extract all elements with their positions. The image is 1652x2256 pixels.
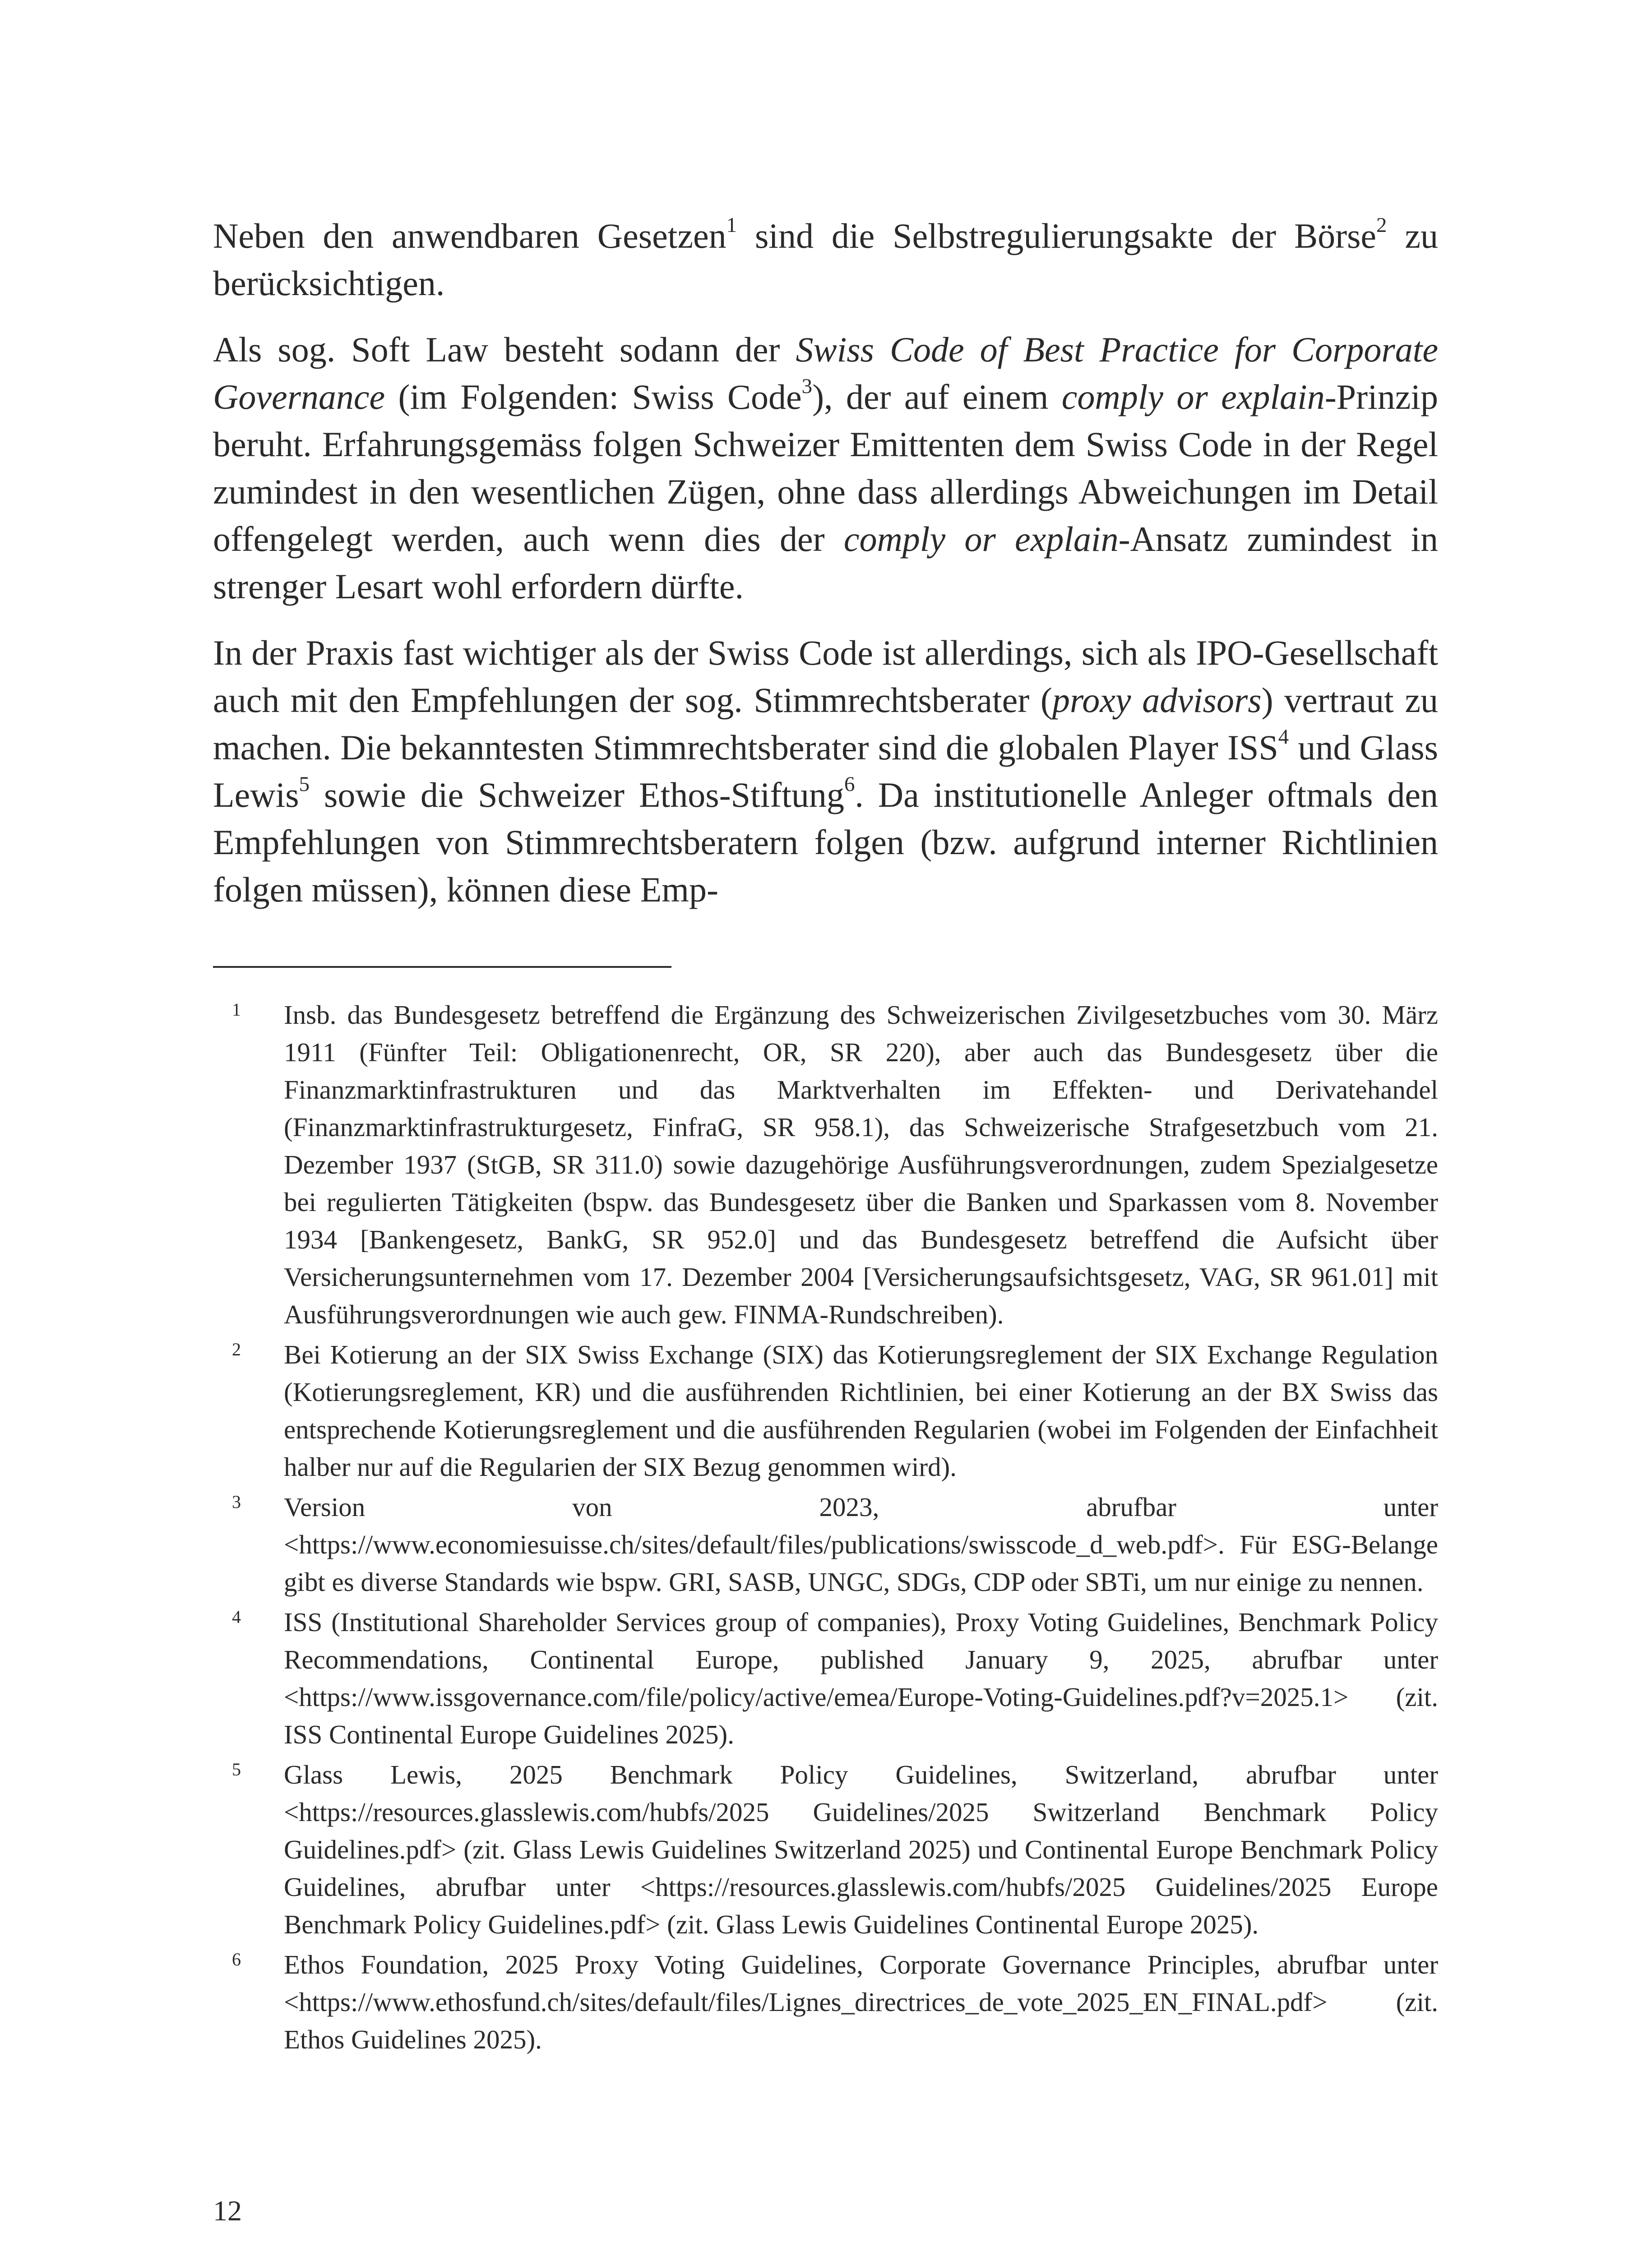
footnote-number: 5 [232,1759,241,1780]
footnote-ref-1[interactable]: 1 [726,213,737,237]
paragraph-3 [213,629,1438,913]
footnote-2 [213,1336,1438,1486]
footnote-4 [213,1604,1438,1753]
text-run: sowie die Schweizer Ethos-Stiftung [310,775,844,814]
italic-term: comply or explain [1061,377,1325,416]
text-run: zu berücksichtigen. [213,216,1439,303]
text-run: . Da institutionelle Anleger oftmals den Empfehlungen von Stimmrechtsberatern folgen (bzw. aufgrund interner Richtlinien folgen müssen), können diese Emp- [213,775,1438,909]
footnote-ref-2[interactable]: 2 [1376,213,1387,237]
footnote-number: 6 [232,1949,241,1969]
footnote-number: 3 [232,1492,241,1512]
footnote-text: Insb. das Bundesgesetz betreffend die Ergänzung des Schweizerischen Zivilgesetzbuches vom 30. März 1911 (Fünfter Teil: Obligationenrecht, OR, SR 220), aber auch das Bundesgesetz über die Finanzmarktinfrastrukturen und das Marktverhalten im Effekten- und Derivatehandel (Finanzmarktinfrastrukturgesetz, FinfraG, SR 958.1), das Schweizerische Strafgesetzbuch vom 21. Dezember 1937 (StGB, SR 311.0) sowie dazugehörige Ausführungsverordnungen, zudem Spezialgesetze bei regulierten Tätigkeiten (bspw. das Bundesgesetz über die Banken und Sparkassen vom 8. November 1934 [Bankengesetz, BankG, SR 952.0] und das Bundesgesetz betreffend die Aufsicht über Versicherungsunternehmen vom 17. Dezember 2004 [Versicherungsaufsichtsgesetz, VAG, SR 961.01] mit Ausführungsverordnungen wie auch gew. FINMA-Rundschreiben). [284,1000,1438,1329]
footnote-text: Bei Kotierung an der SIX Swiss Exchange (SIX) das Kotierungsreglement der SIX Exchange Regulation (Kotierungsreglement, KR) und die ausführenden Richtlinien, bei einer Kotierung an der BX Swiss das entsprechende Kotierungsreglement und die ausführenden Regularien (wobei im Folgenden der Einfachheit halber nur auf die Regularien der SIX Bezug genommen wird). [284,1340,1438,1482]
text-run: ), der auf einem [812,377,1062,416]
text-run: -Prinzip beruht. Erfahrungsgemäss folgen Schweizer Emittenten dem Swiss Code in der Regel zumindest in den wesentlichen Zügen, ohne dass allerdings Abweichungen im Detail offengelegt werden, auch wenn dies der [213,377,1438,559]
footnote-separator [213,966,671,968]
text-run: Als sog. Soft Law besteht sodann der [213,330,796,369]
italic-term: Swiss Code of Best Practice for Corporate Governance [213,330,1438,416]
footnote-text: Glass Lewis, 2025 Benchmark Policy Guidelines, Switzerland, abrufbar unter <https://resources.glasslewis.com/hubfs/2025 Guidelines/2025 Switzerland Benchmark Policy Guidelines.pdf> (zit. Glass Lewis Guidelines Switzerland 2025) und Continental Europe Benchmark Policy Guidelines, abrufbar unter <https://resources.glasslewis.com/hubfs/2025 Guidelines/2025 Europe Benchmark Policy Guidelines.pdf> (zit. Glass Lewis Guidelines Continental Europe 2025). [284,1760,1438,1939]
footnote-ref-6[interactable]: 6 [844,772,855,796]
footnote-ref-5[interactable]: 5 [299,772,310,796]
footnote-6 [213,1946,1438,2058]
footnote-5 [213,1756,1438,1943]
footnote-number: 4 [232,1607,241,1627]
paragraph-1 [213,212,1438,307]
footnote-3 [213,1489,1438,1601]
body-text [213,212,1438,932]
italic-term: comply or explain [843,519,1119,559]
footnote-ref-4[interactable]: 4 [1278,725,1289,749]
text-run: sind die Selbstregulierungsakte der Börse [737,216,1377,255]
footnote-text: Version von 2023, abrufbar unter <https://www.economiesuisse.ch/sites/default/files/publications/swisscode_d_web.pdf>. Für ESG-Belange gibt es diverse Standards wie bspw. GRI, SASB, UNGC, SDGs, CDP oder SBTi, um nur einige zu nennen. [284,1492,1438,1597]
footnote-number: 1 [232,999,241,1020]
footnote-number: 2 [232,1339,241,1359]
page-number: 12 [213,2195,242,2227]
text-run: In der Praxis fast wichtiger als der Swiss Code ist allerdings, sich als IPO-Gesellschaft auch mit den Empfehlungen der sog. Stimmrechtsberater ( [213,633,1438,720]
text-run: und Glass Lewis [213,728,1438,814]
italic-term: proxy advisors [1052,680,1262,720]
footnote-text: Ethos Foundation, 2025 Proxy Voting Guidelines, Corporate Governance Principles, abrufbar unter <https://www.ethosfund.ch/sites/default/files/Lignes_directrices_de_vote_2025_EN_FINAL.pdf> (zit. Ethos Guidelines 2025). [284,1950,1438,2054]
footnote-ref-3[interactable]: 3 [801,374,813,398]
paragraph-2 [213,326,1438,610]
text-run: Neben den anwendbaren Gesetzen [213,216,727,255]
footnotes [213,996,1438,2061]
text-run: -Ansatz zumindest in strenger Lesart wohl erfordern dürfte. [213,519,1438,606]
footnote-text: ISS (Institutional Shareholder Services group of companies), Proxy Voting Guidelines, Benchmark Policy Recommendations, Continental Europe, published January 9, 2025, abrufbar unter <https://www.issgovernance.com/file/policy/active/emea/Europe-Voting-Guidelines.pdf?v=2025.1> (zit. ISS Continental Europe Guidelines 2025). [284,1607,1438,1749]
text-run: ) vertraut zu machen. Die bekanntesten Stimmrechtsberater sind die globalen Player ISS [213,680,1438,767]
text-run: (im Folgenden: Swiss Code [385,377,802,416]
footnote-1 [213,996,1438,1333]
